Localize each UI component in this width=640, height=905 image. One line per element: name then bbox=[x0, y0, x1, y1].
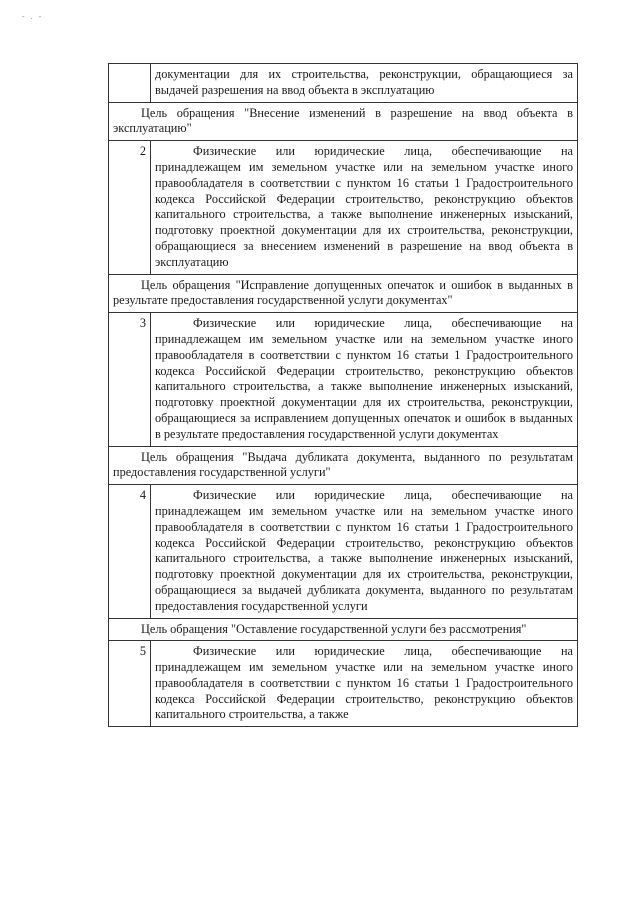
row-number bbox=[109, 64, 151, 103]
section-heading: Цель обращения "Выдача дубликата документа, выданного по результатам предоставления государственной услуги" bbox=[109, 446, 578, 485]
table-row bbox=[109, 641, 578, 727]
section-heading: Цель обращения "Внесение изменений в разрешение на ввод объекта в эксплуатацию" bbox=[109, 102, 578, 141]
applicants-table bbox=[108, 63, 578, 727]
row-text: Физические или юридические лица, обеспечивающие на принадлежащем им земельном участке или на земельном участке иного правообладателя в соответствии с пунктом 16 статьи 1 Градостроительного кодекса Российской Федерации строительство, реконструкцию объектов капитального строительства, а также выполнение инженерных изысканий, подготовку проектной документации для их строительства, реконструкции, обращающиеся за внесением изменений в разрешение на ввод объекта в эксплуатацию bbox=[151, 141, 578, 274]
row-text: документации для их строительства, реконструкции, обращающиеся за выдачей разрешения на ввод объекта в эксплуатацию bbox=[151, 64, 578, 103]
section-heading: Цель обращения "Оставление государственной услуги без рассмотрения" bbox=[109, 618, 578, 641]
section-heading-row bbox=[109, 274, 578, 313]
row-number: 4 bbox=[109, 485, 151, 618]
table-row bbox=[109, 141, 578, 274]
table-row bbox=[109, 64, 578, 103]
section-heading: Цель обращения "Исправление допущенных опечаток и ошибок в выданных в результате предоставления государственной услуги документах" bbox=[109, 274, 578, 313]
section-heading-row bbox=[109, 618, 578, 641]
row-text: Физические или юридические лица, обеспечивающие на принадлежащем им земельном участке или на земельном участке иного правообладателя в соответствии с пунктом 16 статьи 1 Градостроительного кодекса Российской Федерации строительство, реконструкцию объектов капитального строительства, а также выполнение инженерных изысканий, подготовку проектной документации для их строительства, реконструкции, обращающиеся за исправлением допущенных опечаток и ошибок в выданных в результате предоставления государственной услуги документах bbox=[151, 313, 578, 446]
section-heading-row bbox=[109, 102, 578, 141]
row-number: 3 bbox=[109, 313, 151, 446]
row-text: Физические или юридические лица, обеспечивающие на принадлежащем им земельном участке или на земельном участке иного правообладателя в соответствии с пунктом 16 статьи 1 Градостроительного кодекса Российской Федерации строительство, реконструкцию объектов капитального строительства, а также выполнение инженерных изысканий, подготовку проектной документации для их строительства, реконструкции, обращающиеся за выдачей дубликата документа, выданного по результатам предоставления государственной услуги bbox=[151, 485, 578, 618]
section-heading-row bbox=[109, 446, 578, 485]
table-row bbox=[109, 313, 578, 446]
row-number: 2 bbox=[109, 141, 151, 274]
table-row bbox=[109, 485, 578, 618]
page-corner-marks: - . - bbox=[22, 12, 44, 21]
row-number: 5 bbox=[109, 641, 151, 727]
row-text: Физические или юридические лица, обеспечивающие на принадлежащем им земельном участке или на земельном участке иного правообладателя в соответствии с пунктом 16 статьи 1 Градостроительного кодекса Российской Федерации строительство, реконструкцию объектов капитального строительства, а также bbox=[151, 641, 578, 727]
